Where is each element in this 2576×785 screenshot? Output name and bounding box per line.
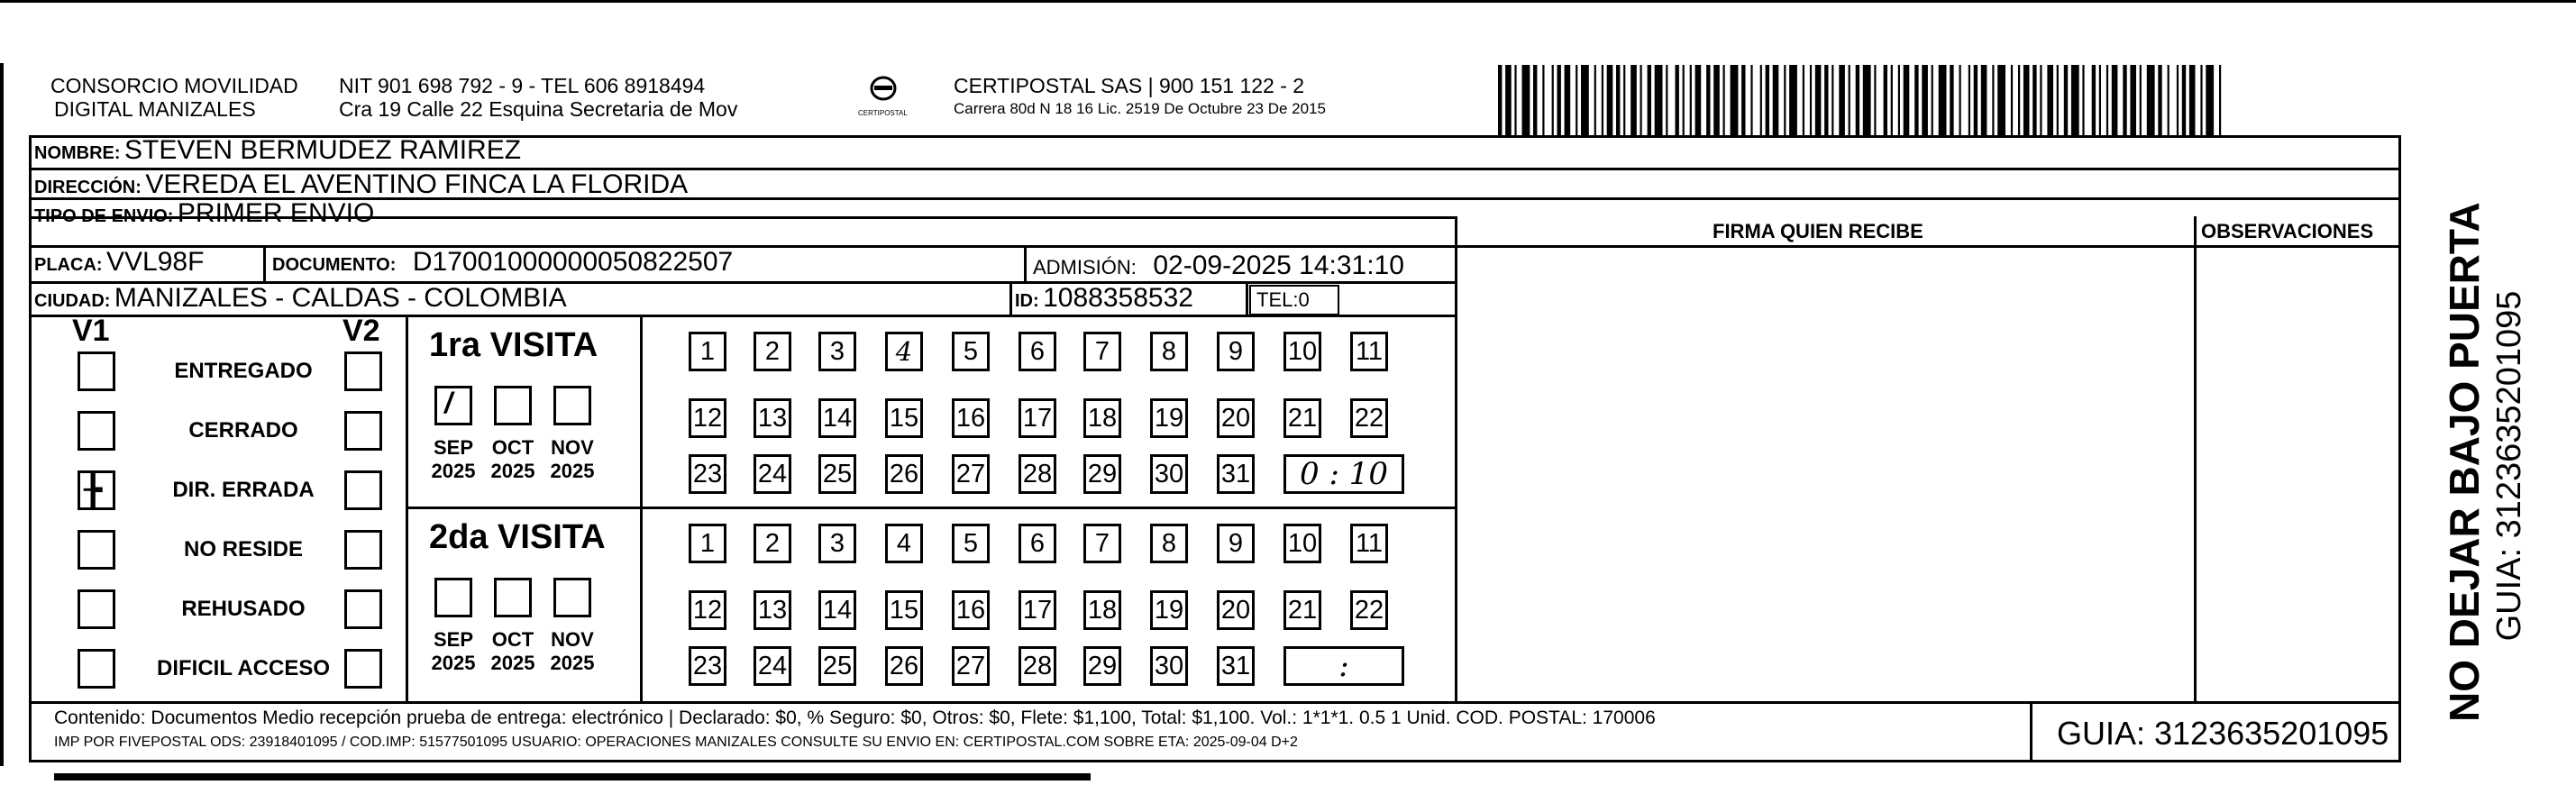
status-label: REHUSADO (181, 597, 306, 621)
admision-row (1033, 252, 1404, 279)
company-line2: DIGITAL MANIZALES (54, 97, 256, 121)
direccion-value: VEREDA EL AVENTINO FINCA LA FLORIDA (145, 169, 689, 199)
col-divider (1009, 281, 1012, 317)
day-box[interactable]: 25 (818, 454, 856, 494)
day-box[interactable]: 18 (1083, 398, 1121, 438)
row-line (406, 507, 1457, 509)
day-box[interactable]: 24 (754, 646, 791, 686)
col-divider (1246, 281, 1248, 317)
month-checkbox[interactable] (494, 578, 532, 617)
day-box[interactable]: 10 (1283, 332, 1321, 371)
day-box[interactable]: 19 (1150, 398, 1188, 438)
day-box[interactable]: 17 (1019, 590, 1056, 630)
status-label: DIFICIL ACCESO (156, 656, 330, 680)
day-box[interactable]: 30 (1150, 454, 1188, 494)
col-divider (2194, 216, 2197, 703)
day-box[interactable]: 8 (1150, 524, 1188, 563)
day-box[interactable]: 12 (689, 590, 726, 630)
month-label: NOV (551, 628, 594, 651)
id-value: 1088358532 (1043, 283, 1193, 313)
day-box[interactable]: 9 (1217, 332, 1255, 371)
day-box[interactable]: 27 (952, 454, 990, 494)
day-box[interactable]: 24 (754, 454, 791, 494)
day-box[interactable]: 9 (1217, 524, 1255, 563)
nit-line: NIT 901 698 792 - 9 - TEL 606 8918494 (339, 74, 706, 97)
direccion-label: DIRECCIÓN: (34, 178, 142, 197)
side-text (2401, 135, 2576, 766)
day-box[interactable]: 13 (754, 590, 791, 630)
tel-row (1256, 290, 1310, 310)
v2-label: V2 (343, 314, 380, 348)
observaciones-label: OBSERVACIONES (2201, 220, 2374, 242)
year-label: 2025 (490, 460, 535, 482)
day-box[interactable]: 5 (952, 524, 990, 563)
day-box[interactable]: 2 (754, 332, 791, 371)
documento-row (272, 249, 733, 276)
certipostal-logo (856, 72, 910, 123)
handwritten-check-mark: / (444, 387, 452, 419)
day-box[interactable]: 31 (1217, 646, 1255, 686)
ciudad-row (34, 285, 567, 312)
time-box[interactable]: : (1283, 646, 1404, 686)
visit-divider (640, 317, 643, 507)
day-box[interactable]: 6 (1019, 524, 1056, 563)
documento-label: DOCUMENTO: (272, 255, 397, 275)
day-box[interactable]: 23 (689, 454, 726, 494)
day-box[interactable]: 15 (885, 398, 923, 438)
day-box[interactable]: 11 (1350, 524, 1388, 563)
day-box[interactable]: 8 (1150, 332, 1188, 371)
day-box[interactable]: 28 (1019, 646, 1056, 686)
scan-edge-left (0, 63, 4, 766)
day-box[interactable]: 20 (1217, 590, 1255, 630)
v1-label: V1 (72, 314, 110, 348)
day-box[interactable]: 31 (1217, 454, 1255, 494)
month-label: NOV (551, 436, 594, 459)
day-box[interactable]: 2 (754, 524, 791, 563)
day-box[interactable]: 16 (952, 590, 990, 630)
status-v1-checkbox[interactable] (78, 411, 115, 451)
side-guia: GUIA: 3123635201095 (2490, 290, 2528, 642)
day-box[interactable]: 16 (952, 398, 990, 438)
day-box[interactable]: 1 (689, 332, 726, 371)
month-checkbox[interactable] (434, 386, 472, 425)
handwritten-check-mark: ╊ (84, 472, 103, 508)
day-box[interactable]: 28 (1019, 454, 1056, 494)
day-box[interactable]: 11 (1350, 332, 1388, 371)
day-box[interactable]: 4 (885, 524, 923, 563)
ciudad-label: CIUDAD: (34, 291, 111, 311)
direccion-row (34, 171, 688, 198)
day-box[interactable]: 7 (1083, 524, 1121, 563)
placa-label: PLACA: (34, 255, 103, 275)
footer-guia: GUIA: 3123635201095 (2057, 715, 2389, 752)
month-label: SEP (433, 628, 474, 651)
day-box[interactable]: 21 (1283, 590, 1321, 630)
year-label: 2025 (431, 652, 476, 674)
ciudad-value: MANIZALES - CALDAS - COLOMBIA (114, 283, 567, 313)
certipostal-line1: CERTIPOSTAL SAS | 900 151 122 - 2 (954, 74, 1305, 97)
day-box[interactable]: 29 (1083, 646, 1121, 686)
month-checkbox[interactable] (434, 578, 472, 617)
tel-value: 0 (1298, 288, 1310, 311)
status-v1-checkbox[interactable] (78, 589, 115, 629)
day-box[interactable]: 1 (689, 524, 726, 563)
month-label: OCT (491, 628, 534, 651)
scan-edge-top (0, 0, 2576, 3)
nombre-row (34, 137, 521, 164)
logo-icon (856, 72, 910, 108)
tel-label: TEL: (1256, 288, 1299, 311)
footer-line1: Contenido: Documentos Medio recepción prueba de entrega: electrónico | Declarado: $0, % Seguro: $0, Otros: $0, Flete: $1,100, Total: $1,100. Vol.: 1*1*1. 0.5 1 Unid. COD. POSTAL: 170006 (54, 707, 1656, 728)
tipo-row (34, 200, 374, 227)
placa-row (34, 249, 204, 276)
day-box[interactable]: 29 (1083, 454, 1121, 494)
day-box[interactable]: 4 (885, 332, 923, 371)
status-label: CERRADO (188, 418, 298, 443)
col-divider (406, 315, 408, 703)
id-label: ID: (1015, 291, 1039, 311)
status-v1-checkbox[interactable] (78, 351, 115, 391)
status-v2-checkbox[interactable] (344, 530, 382, 570)
visit-title: 2da VISITA (429, 518, 606, 556)
day-box[interactable]: 22 (1350, 398, 1388, 438)
day-box[interactable]: 5 (952, 332, 990, 371)
day-box[interactable]: 10 (1283, 524, 1321, 563)
visit-title: 1ra VISITA (429, 326, 598, 364)
col-divider (263, 245, 266, 283)
status-v2-checkbox[interactable] (344, 649, 382, 689)
nombre-value: STEVEN BERMUDEZ RAMIREZ (124, 135, 522, 165)
month-label: OCT (491, 436, 534, 459)
year-label: 2025 (550, 652, 595, 674)
status-label: ENTREGADO (174, 359, 313, 383)
admision-label: ADMISIÓN: (1033, 256, 1137, 278)
col-divider (1024, 245, 1027, 281)
day-box[interactable]: 30 (1150, 646, 1188, 686)
row-line (29, 315, 1457, 317)
month-checkbox[interactable] (553, 578, 591, 617)
barcode (1498, 65, 2223, 135)
certipostal-line2: Carrera 80d N 18 16 Lic. 2519 De Octubre 23 De 2015 (954, 100, 1326, 117)
day-box[interactable]: 22 (1350, 590, 1388, 630)
col-divider (2030, 701, 2032, 761)
tipo-label: TIPO DE ENVIO: (34, 206, 174, 226)
day-box[interactable]: 13 (754, 398, 791, 438)
row-line (29, 245, 2401, 248)
nombre-label: NOMBRE: (34, 143, 121, 163)
address-line: Cra 19 Calle 22 Esquina Secretaria de Mov (339, 97, 738, 121)
month-checkbox[interactable] (494, 386, 532, 425)
year-label: 2025 (431, 460, 476, 482)
year-label: 2025 (550, 460, 595, 482)
day-box[interactable]: 26 (885, 454, 923, 494)
day-box[interactable]: 14 (818, 398, 856, 438)
month-label: SEP (433, 436, 474, 459)
side-warning: NO DEJAR BAJO PUERTA (2441, 202, 2488, 722)
day-box[interactable]: 15 (885, 590, 923, 630)
day-box[interactable]: 18 (1083, 590, 1121, 630)
documento-value: D17001000000050822507 (412, 247, 734, 277)
day-box[interactable]: 25 (818, 646, 856, 686)
status-label: NO RESIDE (183, 537, 304, 561)
status-v1-checkbox[interactable] (78, 649, 115, 689)
day-box[interactable]: 3 (818, 524, 856, 563)
form-frame (29, 135, 2401, 762)
footer-line2: IMP POR FIVEPOSTAL ODS: 23918401095 / COD.IMP: 51577501095 USUARIO: OPERACIONES MANIZALES CONSULTE SU ENVIO EN: CERTIPOSTAL.COM SOBRE ETA: 2025-09-04 D+2 (54, 735, 1298, 750)
time-box[interactable]: 0 : 10 (1283, 454, 1404, 494)
status-label: DIR. ERRADA (172, 478, 315, 502)
id-row (1015, 285, 1193, 312)
tipo-value: PRIMER ENVIO (177, 198, 375, 228)
status-v2-checkbox[interactable] (344, 411, 382, 451)
status-v2-checkbox[interactable] (344, 470, 382, 510)
status-v1-checkbox[interactable] (78, 530, 115, 570)
visit-divider (640, 509, 643, 701)
day-box[interactable]: 17 (1019, 398, 1056, 438)
status-v1-checkbox[interactable] (78, 470, 115, 510)
firma-label: FIRMA QUIEN RECIBE (1713, 220, 1923, 242)
day-box[interactable]: 26 (885, 646, 923, 686)
scan-edge-bottom (54, 773, 1091, 780)
day-box[interactable]: 20 (1217, 398, 1255, 438)
day-box[interactable]: 3 (818, 332, 856, 371)
company-line1: CONSORCIO MOVILIDAD (50, 74, 298, 97)
logo-text: CERTIPOSTAL (858, 109, 908, 117)
day-box[interactable]: 21 (1283, 398, 1321, 438)
day-box[interactable]: 14 (818, 590, 856, 630)
day-box[interactable]: 27 (952, 646, 990, 686)
status-v2-checkbox[interactable] (344, 589, 382, 629)
month-checkbox[interactable] (553, 386, 591, 425)
day-box[interactable]: 7 (1083, 332, 1121, 371)
col-divider (1455, 216, 1457, 703)
status-v2-checkbox[interactable] (344, 351, 382, 391)
placa-value: VVL98F (106, 247, 205, 277)
row-line (29, 701, 2401, 704)
day-box[interactable]: 19 (1150, 590, 1188, 630)
day-box[interactable]: 12 (689, 398, 726, 438)
year-label: 2025 (490, 652, 535, 674)
admision-value: 02-09-2025 14:31:10 (1153, 251, 1404, 280)
day-box[interactable]: 6 (1019, 332, 1056, 371)
day-box[interactable]: 23 (689, 646, 726, 686)
